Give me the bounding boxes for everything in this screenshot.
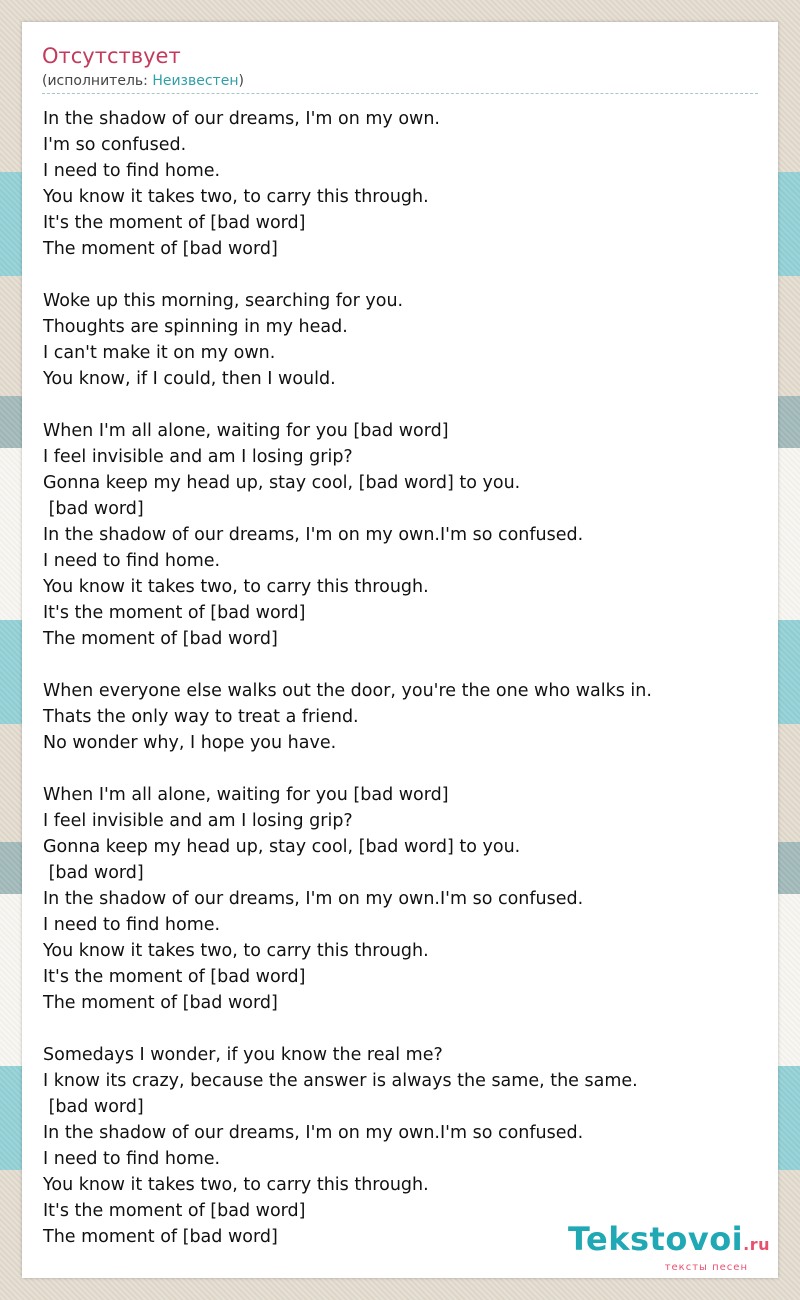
site-logo[interactable] <box>568 1222 770 1274</box>
dashed-divider <box>42 93 758 94</box>
lyrics-text: In the shadow of our dreams, I'm on my own. I'm so confused. I need to find home. You know it takes two, to carry this through. It's the moment of [bad word] The moment of [bad word] Woke up this morning, searching for you. Thoughts are spinning in my head. I can't make it on my own. You know, if I could, then I would. When I'm all alone, waiting for you [bad word] I feel invisible and am I losing grip? Gonna keep my head up, stay cool, [bad word] to you. [bad word] In the shadow of our dreams, I'm on my own.I'm so confused. I need to find home. You know it takes two, to carry this through. It's the moment of [bad word] The moment of [bad word] When everyone else walks out the door, you're the one who walks in. Thats the only way to treat a friend. No wonder why, I hope you have. When I'm all alone, waiting for you [bad word] I feel invisible and am I losing grip? Gonna keep my head up, stay cool, [bad word] to you. [bad word] In the shadow of our dreams, I'm on my own.I'm so confused. I need to find home. You know it takes two, to carry this through. It's the moment of [bad word] The moment of [bad word] Somedays I wonder, if you know the real me? I know its crazy, because the answer is always the same, the same. [bad word] In the shadow of our dreams, I'm on my own.I'm so confused. I need to find home. You know it takes two, to carry this through. It's the moment of [bad word] The moment of [bad word] <box>43 109 652 1247</box>
logo-tagline: тексты песен <box>664 1262 748 1273</box>
artist-link[interactable]: Неизвестен <box>152 73 239 89</box>
lyrics-card <box>22 22 778 1278</box>
logo-name: Tekstovoi <box>567 1220 744 1258</box>
logo-wordmark <box>568 1222 770 1262</box>
song-title: Отсутствует <box>42 44 181 68</box>
artist-line <box>42 72 244 90</box>
logo-tld: .ru <box>743 1235 770 1254</box>
artist-suffix: ) <box>238 73 244 89</box>
artist-prefix: (исполнитель: <box>42 73 153 89</box>
